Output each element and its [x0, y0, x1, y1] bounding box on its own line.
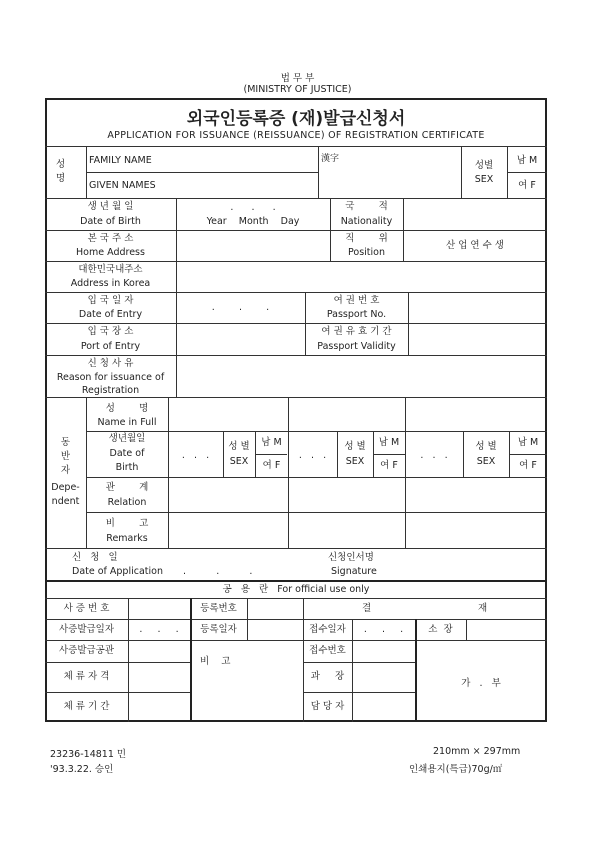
footer-approval: '93.3.22. 승인 — [50, 764, 114, 775]
dob-label-en: Date of Birth — [80, 216, 141, 227]
cert-date-label: 사증발급일자 — [58, 624, 115, 635]
passport-no-label-ko: 여 권 번 호 — [333, 295, 380, 306]
recv-no-label: 접수번호 — [309, 645, 346, 656]
app-date-label-ko: 신 청 일 — [72, 552, 118, 563]
dep2-dob-dots[interactable]: . . . — [298, 450, 327, 461]
official-remarks-label: 비 고 — [200, 656, 231, 667]
signature-label-ko: 신청인서명 — [328, 552, 374, 563]
dep2-male[interactable]: 남 M — [378, 437, 400, 448]
korea-address-label-en: Address in Korea — [70, 278, 151, 289]
dep-relation-label-en: Relation — [107, 497, 147, 508]
position-value: 산 업 연 수 생 — [446, 240, 504, 251]
port-label-en: Port of Entry — [80, 341, 141, 352]
dob-dots[interactable]: . . . — [230, 202, 276, 213]
name-label-ko: 성 명 — [56, 159, 66, 184]
home-address-label-en: Home Address — [76, 247, 145, 258]
dep3-dob-dots[interactable]: . . . — [420, 450, 448, 461]
dep-relation-label-ko: 관 계 — [105, 482, 149, 493]
status-label: 체 류 자 격 — [63, 671, 110, 682]
position-label-ko: 직 위 — [345, 233, 388, 244]
cert-date-dots[interactable]: . . . — [139, 624, 179, 635]
app-date-dots[interactable]: . . . — [183, 566, 253, 577]
recv-date-dots[interactable]: . . . — [363, 624, 404, 635]
reason-label-ko: 신 청 사 유 — [87, 358, 134, 369]
form-subtitle: APPLICATION FOR ISSUANCE (REISSUANCE) OF REGISTRATION CERTIFICATE — [107, 130, 485, 141]
signature-label-en: Signature — [331, 566, 377, 577]
passport-validity-label-ko: 여 권 유 효 기 간 — [321, 326, 392, 337]
nationality-label-ko: 국 적 — [345, 201, 388, 212]
recv-date-label: 접수일자 — [309, 624, 346, 635]
dob-label-ko: 생 년 월 일 — [87, 201, 134, 212]
dep1-female[interactable]: 여 F — [262, 460, 281, 471]
dep-name-label-ko: 성 명 — [105, 403, 149, 414]
hanja-label: 漢字 — [321, 154, 340, 164]
decision-label-2: 재 — [478, 603, 488, 614]
dep2-female[interactable]: 여 F — [380, 460, 398, 471]
ministry-en: (MINISTRY OF JUSTICE) — [243, 84, 352, 95]
entry-date-label-ko: 입 국 일 자 — [87, 295, 134, 306]
dependent-label-en-1: Depe- — [51, 482, 80, 493]
korea-address-label-ko: 대한민국내주소 — [78, 264, 143, 275]
decision-label: 결 — [362, 603, 372, 614]
dep-dob-label-ko: 생년월일 — [108, 433, 146, 444]
entry-date-label-en: Date of Entry — [78, 309, 143, 320]
cert-office-label: 사증발급공관 — [58, 645, 115, 656]
dep3-male[interactable]: 남 M — [517, 437, 539, 448]
nationality-label-en: Nationality — [340, 216, 393, 227]
dep1-dob-dots[interactable]: . . . — [181, 450, 210, 461]
dep1-sex-en: SEX — [229, 456, 249, 467]
dep-remarks-label-en: Remarks — [106, 533, 148, 544]
period-label: 체 류 기 간 — [63, 701, 110, 712]
official-use-header: 공 용 란 For official use only — [222, 584, 370, 595]
form-title: 외국인등록증 (재)발급신청서 — [186, 109, 406, 129]
approve-label: 가 . 부 — [461, 678, 501, 689]
dep3-sex-en: SEX — [476, 456, 496, 467]
given-names-label: GIVEN NAMES — [89, 180, 156, 191]
dep-name-label-en: Name in Full — [97, 417, 157, 428]
reason-label-en-2: Registration — [81, 385, 140, 396]
dep2-sex-en: SEX — [345, 456, 365, 467]
footer-paper: 인쇄용지(특급)70g/㎡ — [409, 764, 503, 775]
port-label-ko: 입 국 장 소 — [87, 326, 134, 337]
app-date-label-en: Date of Application — [72, 566, 163, 577]
dep3-sex-ko: 성 별 — [475, 441, 497, 452]
footer-size: 210mm × 297mm — [433, 746, 521, 757]
position-label-en: Position — [348, 247, 385, 258]
dependent-label-ko: 동 반 자 — [60, 437, 71, 476]
officer-label: 담 당 자 — [310, 701, 345, 712]
dob-ymd: Year Month Day — [206, 216, 300, 227]
dep1-sex-ko: 성 별 — [228, 441, 250, 452]
footer-form-no: 23236-14811 민 — [50, 749, 127, 760]
dependent-label-en-2: ndent — [51, 496, 80, 507]
passport-no-label-en: Passport No. — [326, 309, 387, 320]
female-option[interactable]: 여 F — [518, 180, 536, 191]
reason-label-en-1: Reason for issuance of — [56, 372, 165, 383]
dep-dob-label-en-1: Date of — [109, 448, 145, 459]
dep2-sex-ko: 성 별 — [344, 441, 366, 452]
passport-validity-label-en: Passport Validity — [317, 341, 396, 352]
ministry-ko: 법 무 부 — [280, 73, 315, 84]
sex-label-en: SEX — [474, 174, 494, 185]
reg-no-label: 등록번호 — [200, 603, 237, 614]
cert-no-label: 사 증 번 호 — [63, 603, 110, 614]
entry-date-dots[interactable]: . . . — [211, 302, 270, 313]
sex-label-ko: 성별 — [474, 160, 494, 171]
chief-label: 소 장 — [428, 624, 453, 635]
male-option[interactable]: 남 M — [516, 155, 538, 166]
dep-dob-label-en-2: Birth — [115, 462, 139, 473]
dep3-female[interactable]: 여 F — [519, 460, 537, 471]
dep-remarks-label-ko: 비 고 — [105, 518, 149, 529]
section-chief-label: 과 장 — [310, 671, 345, 682]
home-address-label-ko: 본 국 주 소 — [87, 233, 134, 244]
reg-date-label: 등록일자 — [200, 624, 237, 635]
family-name-label: FAMILY NAME — [89, 155, 152, 166]
dep1-male[interactable]: 남 M — [261, 437, 282, 448]
